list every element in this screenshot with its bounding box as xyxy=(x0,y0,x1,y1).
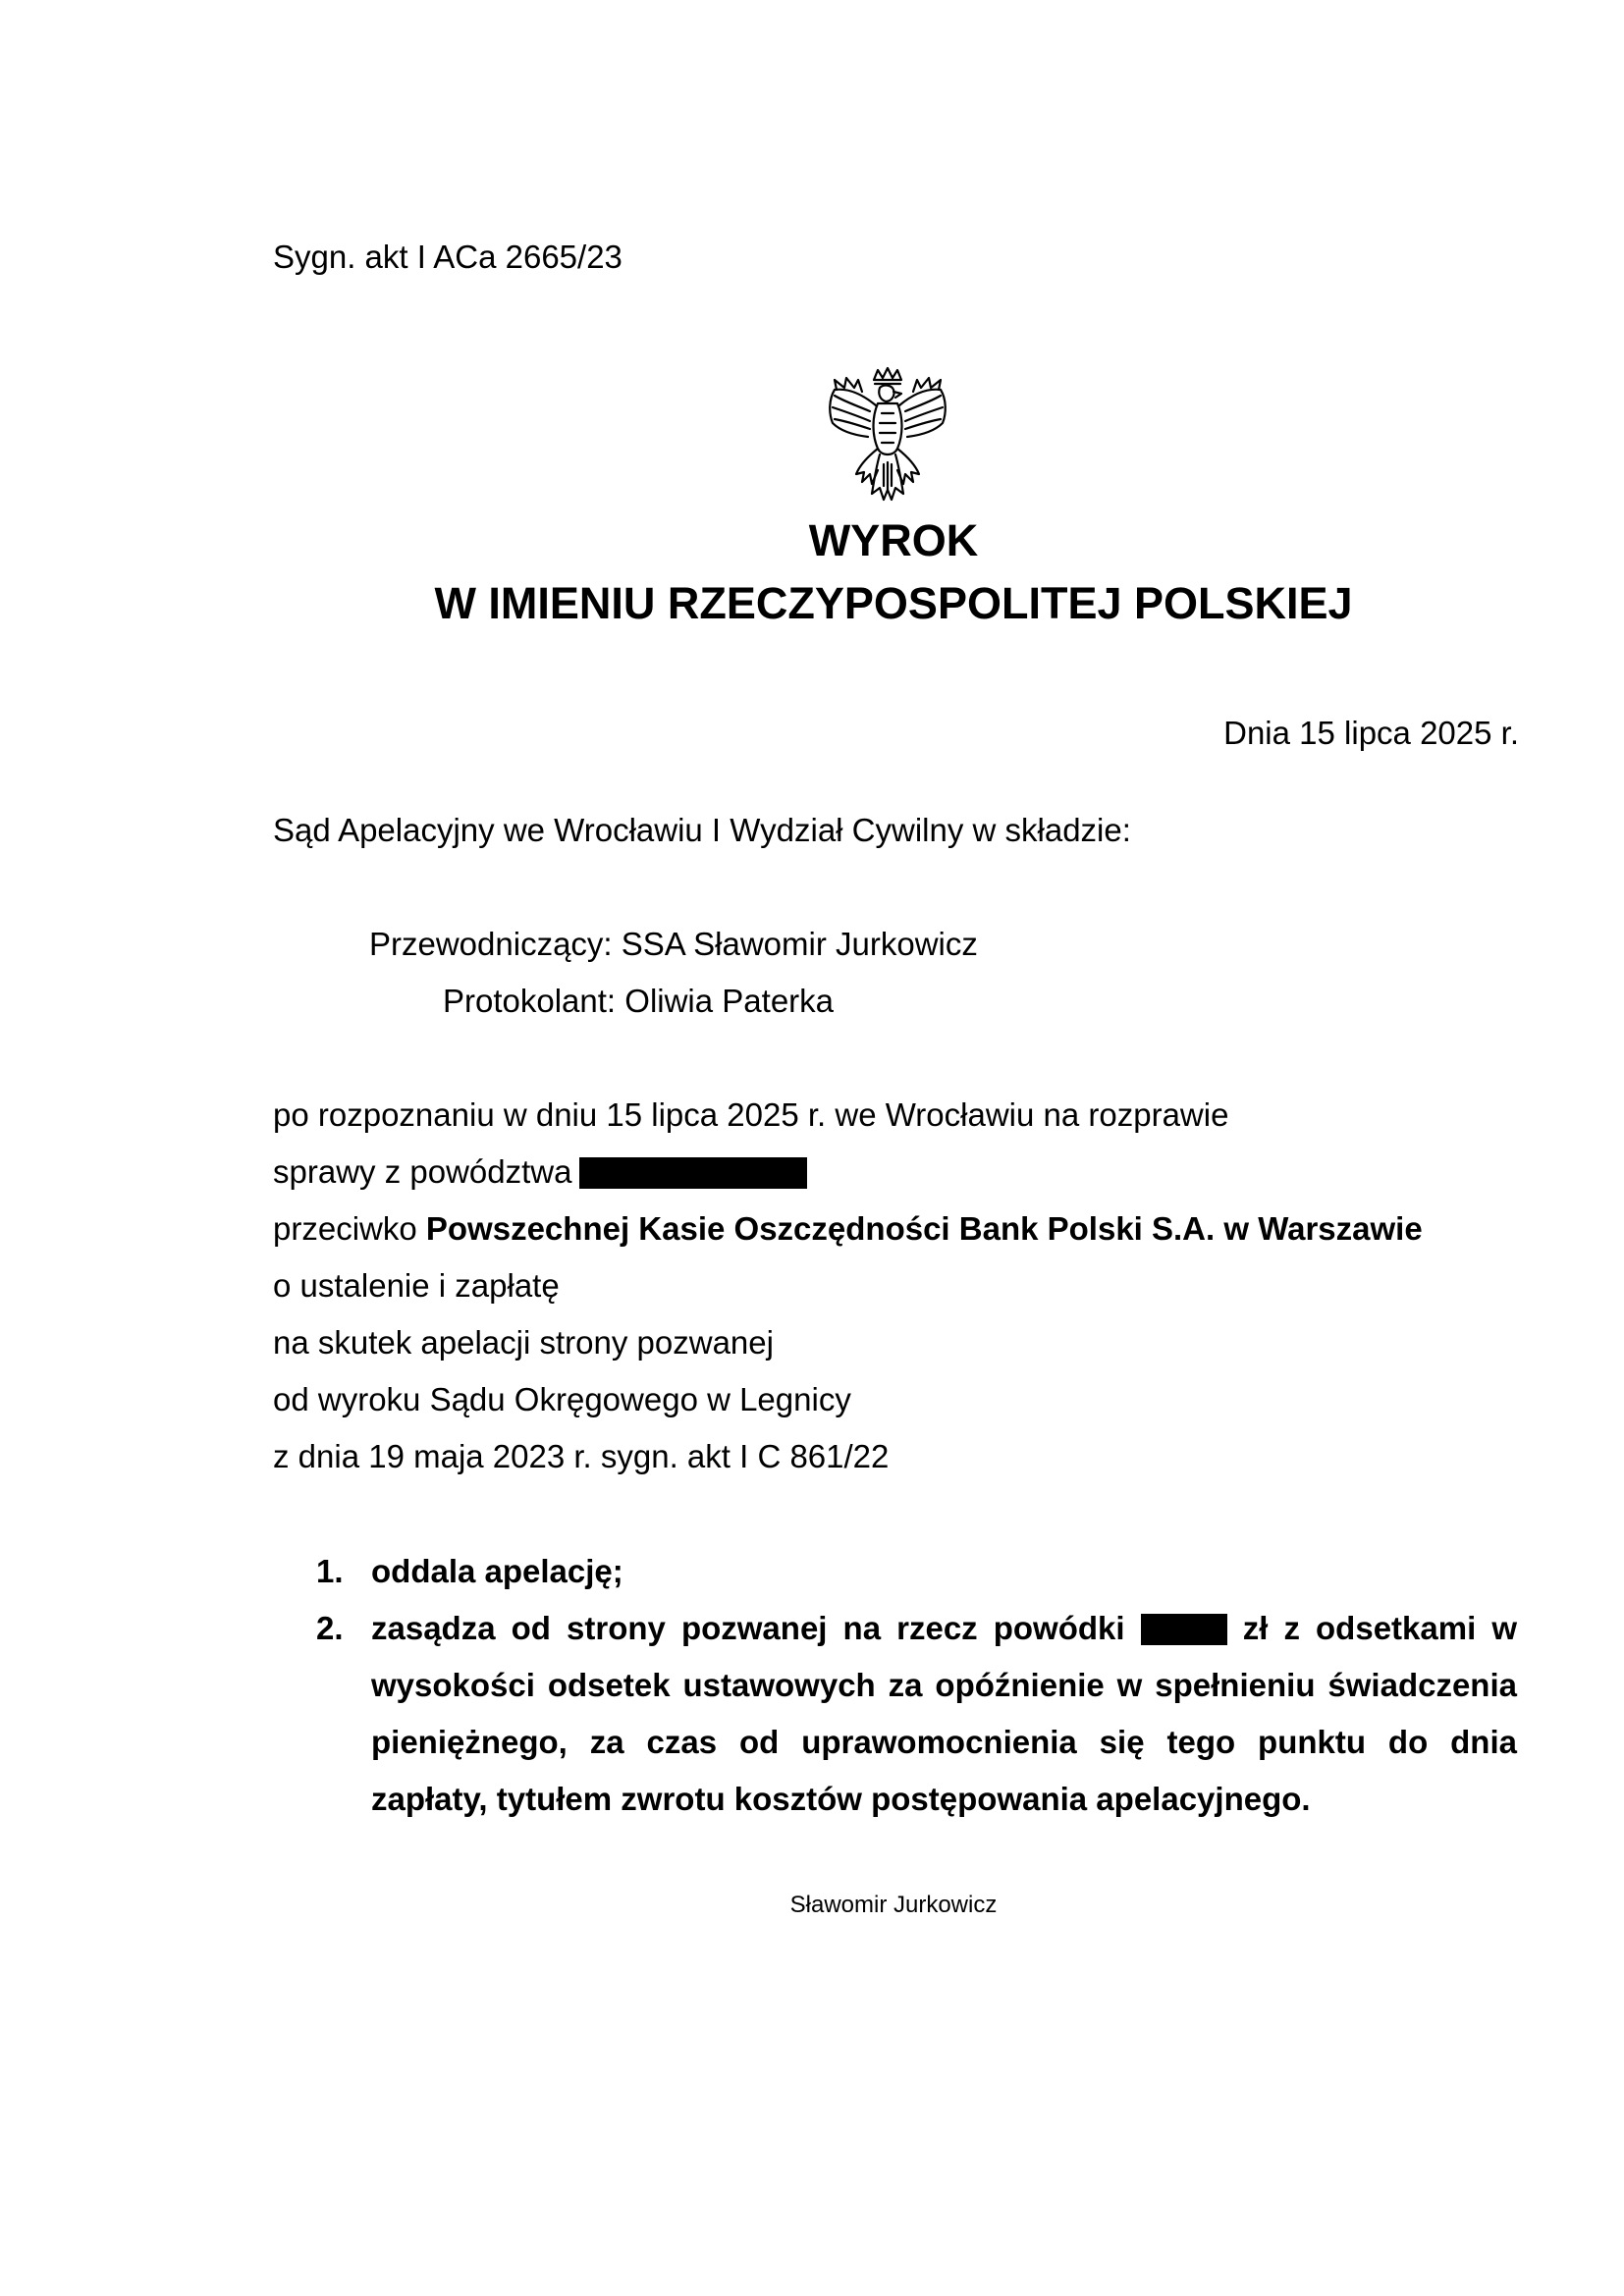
presiding-judge: Przewodniczący: SSA Sławomir Jurkowicz xyxy=(369,926,978,962)
judgment-title: WYROK xyxy=(808,515,979,565)
polish-eagle-emblem-icon xyxy=(823,366,952,506)
proceedings-line-5: na skutek apelacji strony pozwanej xyxy=(273,1324,774,1361)
proceedings-line-6: od wyroku Sądu Okręgowego w Legnicy xyxy=(273,1381,851,1417)
ruling-item-text: oddala apelację; xyxy=(371,1553,623,1589)
proceedings-line-1: po rozpoznaniu w dniu 15 lipca 2025 r. we Wrocławiu na rozprawie xyxy=(273,1096,1229,1133)
redacted-amount xyxy=(1141,1614,1227,1645)
proceedings-line-2: sprawy z powództwa xyxy=(273,1152,807,1192)
ruling-item-text-after: zł z odsetkami w wysokości odsetek ustawowych za opóźnienie w spełnieniu świadczenia pieniężnego, za czas od uprawomocnienia się tego punktu do dnia zapłaty, tytułem zwrotu kosztów postępowania apelacyjnego. xyxy=(371,1610,1517,1817)
redacted-plaintiff-name xyxy=(579,1157,807,1189)
proceedings-line-3: przeciwko Powszechnej Kasie Oszczędności Bank Polski S.A. w Warszawie xyxy=(273,1210,1423,1247)
proceedings-line-4: o ustalenie i zapłatę xyxy=(273,1267,560,1304)
defendant-name: Powszechnej Kasie Oszczędności Bank Polski S.A. w Warszawie xyxy=(425,1210,1423,1247)
case-number: Sygn. akt I ACa 2665/23 xyxy=(273,239,623,275)
judgment-subtitle: W IMIENIU RZECZYPOSPOLITEJ POLSKIEJ xyxy=(434,578,1353,628)
judgment-date: Dnia 15 lipca 2025 r. xyxy=(1223,715,1519,751)
court-clerk: Protokolant: Oliwia Paterka xyxy=(443,983,835,1019)
ruling-item-1 xyxy=(316,1543,1517,1600)
ruling-item-number: 1. xyxy=(316,1553,344,1589)
judge-signature: Sławomir Jurkowicz xyxy=(789,1892,998,1918)
ruling-item-text-before: zasądza od strony pozwanej na rzecz powódki xyxy=(371,1610,1125,1646)
ruling-item-number: 2. xyxy=(316,1610,344,1646)
court-composition: Sąd Apelacyjny we Wrocławiu I Wydział Cywilny w składzie: xyxy=(273,812,1131,848)
ruling-list xyxy=(316,1543,1517,1828)
proceedings-line-7: z dnia 19 maja 2023 r. sygn. akt I C 861/22 xyxy=(273,1438,890,1474)
ruling-item-2 xyxy=(316,1600,1517,1828)
